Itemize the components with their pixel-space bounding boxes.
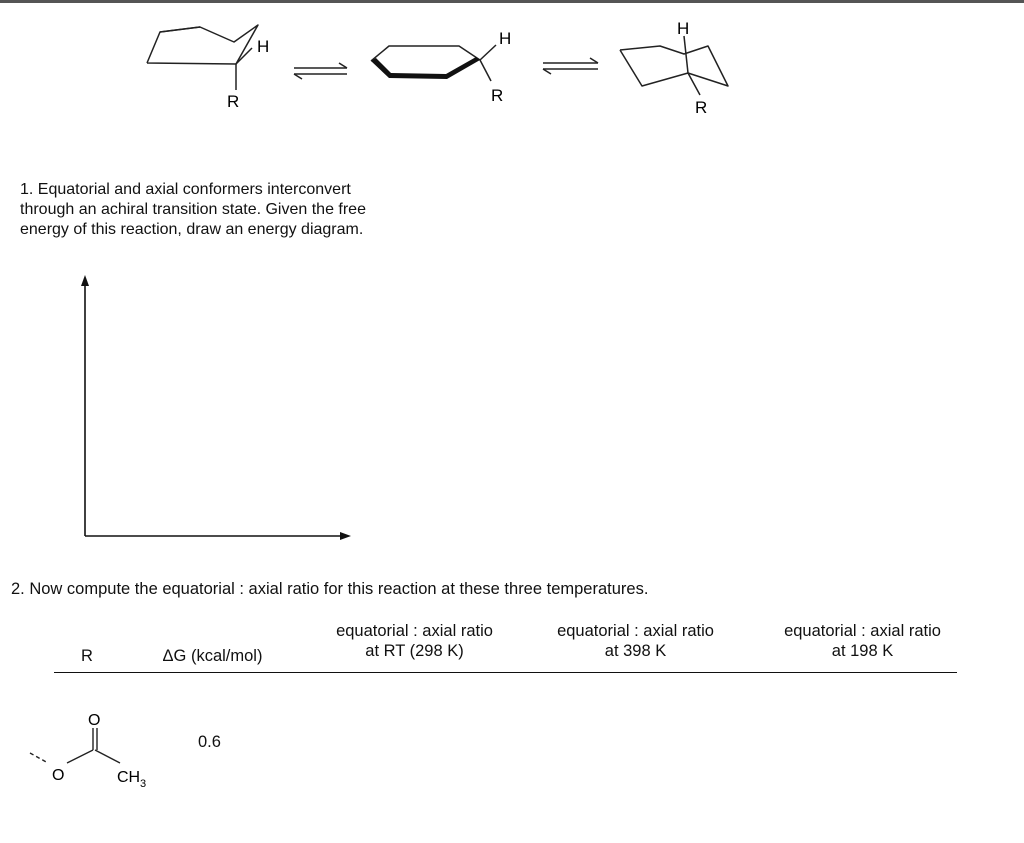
- chair-conformer-2: [620, 36, 728, 95]
- table-row-substituent-structure: [20, 700, 170, 790]
- y-axis-arrowhead: [81, 275, 89, 286]
- question-1-text: 1. Equatorial and axial conformers interconvert through an achiral transition state. Given the free energy of this reaction, draw an energy diagram.: [20, 181, 366, 238]
- boat-r-label: R: [491, 86, 504, 105]
- ch3-subscript: 3: [140, 778, 147, 790]
- question-2-text: 2. Now compute the equatorial : axial ratio for this reaction at these three temperatures.: [11, 580, 649, 598]
- energy-diagram-axes: [0, 270, 400, 555]
- row-1-dg-value: 0.6: [198, 733, 221, 751]
- conformer-scheme: [0, 0, 1024, 130]
- chair-conformer-1: [147, 25, 258, 90]
- chair2-r-label: R: [695, 98, 708, 117]
- header-ratio-198: equatorial : axial ratio at 198 K: [784, 622, 941, 660]
- chair1-h-label: H: [257, 37, 270, 56]
- header-ratio-398: equatorial : axial ratio at 398 K: [557, 622, 714, 660]
- x-axis-arrowhead: [340, 532, 351, 540]
- chair1-r-label: R: [227, 92, 240, 111]
- boat-h-label: H: [499, 29, 512, 48]
- ester-o-label: O: [52, 767, 65, 784]
- equilibrium-arrows-1: [294, 63, 347, 79]
- header-ratio-298: equatorial : axial ratio at RT (298 K): [336, 622, 493, 660]
- chair2-h-label: H: [677, 19, 690, 38]
- equilibrium-arrows-2: [543, 58, 598, 74]
- boat-bold-edge: [371, 57, 480, 79]
- carbonyl-o-label: O: [88, 712, 101, 729]
- header-dg: ΔG (kcal/mol): [162, 647, 263, 665]
- ch3-label: CH: [117, 769, 141, 786]
- header-r: R: [81, 647, 93, 665]
- header-rule: [54, 672, 957, 673]
